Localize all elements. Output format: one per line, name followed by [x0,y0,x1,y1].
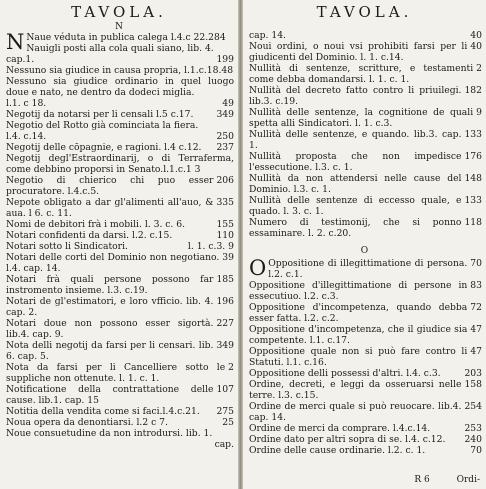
index-entry [249,217,482,239]
page-reference: 49 [222,98,234,109]
entry-text: Nessuno sia giudice in causa propria, l.1.c.18.48 [6,65,234,76]
index-entry [6,230,234,241]
entry-text: Ordine delle cause ordinarie. l.2. c. 1. [249,445,426,456]
page-reference: 47 [470,346,482,357]
index-entry [6,296,234,318]
page-reference: 25 [222,417,234,428]
entry-text: Nullità delle sentenze, la cognitione de quali spetta alli Sindicatori. l. 1. c.3. [249,107,474,129]
page-reference: cap. [214,439,234,450]
entry-text: Naue véduta in publica calega l.4.c 22.284 [26,32,226,43]
entry-text: Nomi de debitori frà i mobili. l. 3. c. 6. [6,219,186,230]
page-reference: 182 [464,85,482,96]
page-reference: 254 [464,401,482,412]
page-reference: 176 [464,151,482,162]
entry-text: Negotio di chierico chi puo esser procuratore. l.4.c.5. [6,175,214,197]
index-entry [249,445,482,456]
section-letter: N [115,22,123,32]
index-entry [6,252,234,274]
index-entry [6,241,234,252]
entry-text: Nullità del decreto fatto contro li priuilegi. lib.3. c.19. [249,85,462,107]
page-reference: 40 [470,41,482,52]
entry-text: Notari delle corti del Dominio non negotiano. l.4. cap. 14. [6,252,220,274]
page-footer [390,475,480,485]
index-entry [249,151,482,173]
index-entry [249,302,482,324]
signature-mark: R 6 [414,475,430,485]
index-entry [6,142,234,153]
page-reference: 158 [464,379,482,390]
entry-text: Noua opera da denontiarsi. l.2 c 7. [6,417,168,428]
page-reference: 118 [464,217,482,228]
index-entry [6,318,234,340]
page-reference: 240 [464,434,482,445]
index-entry [6,54,234,65]
page-reference: 335 [216,197,234,208]
page-reference: 148 [464,173,482,184]
index-entry [6,219,234,230]
entry-text: Oppositione d'incompetenza, quando debba esser fatta. l.2. c.2. [249,302,468,324]
page-reference: l. 1. c.3. 9 [187,241,234,252]
index-entry [249,258,482,280]
entry-text: Nullità proposta che non impedisce l'essecutione. l.3. c. 1. [249,151,462,173]
drop-cap: O [249,256,267,280]
page-reference: 349 [216,340,234,351]
index-entry [249,107,482,129]
index-entry [6,76,234,98]
index-entries [6,32,234,450]
page-reference: 203 [464,368,482,379]
entry-text: Nota delli negotij da farsi per li censari. lib. 6. cap. 5. [6,340,214,362]
page-reference: 206 [216,175,234,186]
index-entry [6,417,234,428]
index-entry [249,30,482,41]
entry-text: Ordine de merci da comprare. l.4.c.14. [249,423,431,434]
page-reference: 9 [476,107,482,118]
entry-text: Nessuno sia giudice ordinario in quel luogo doue e nato, ne dentro da dodeci miglia. [6,76,234,98]
entry-text: Nullità delle sentenze, e quando. lib.3. cap. 1. [249,129,462,151]
index-entry [6,274,234,296]
index-entry [6,109,234,120]
entry-text: Nullità di sentenze, scritture, e testamenti come debba domandarsi. l. 1. c. 1. [249,63,474,85]
entry-text: Negotij da notarsi per li censali l.5 c.17. [6,109,194,120]
index-entry [6,98,234,109]
page-reference: 227 [216,318,234,329]
index-entry [6,131,234,142]
left-page [0,0,238,489]
index-entry [6,43,234,54]
entry-text: Ordine de merci quale si può reuocare. lib.4. cap. 14. [249,401,462,423]
entry-text: Ordine, decreti, e leggi da osseruarsi nelle terre. l.3. c.15. [249,379,462,401]
entry-text: Noue consuetudine da non introdursi. lib. 1. [6,428,213,439]
entry-text: Notitia della vendita come si faci.l.4.c.21. [6,406,200,417]
page-reference: 70 [470,445,482,456]
page-reference: 83 [470,280,482,291]
page-reference: 133 [464,129,482,140]
drop-cap: N [6,30,25,54]
right-page [243,0,486,489]
entry-text: Oppositione quale non si può fare contro li Statuti. l.1. c.16. [249,346,468,368]
index-entry [249,41,482,63]
index-entry [249,324,482,346]
page-reference: 199 [216,54,234,65]
entry-text: Numero di testimonij, che si ponno essaminare. l. 2. c.20. [249,217,462,239]
section-letter: O [360,246,369,256]
catchword: Ordi- [456,475,480,485]
page-reference: 2 [476,63,482,74]
entry-text: Oppositione delli possessi d'altri. l.4. c.3. [249,368,441,379]
index-entry [6,428,234,439]
entry-text: l.4. c.14. [6,131,47,142]
page-reference: 155 [216,219,234,230]
index-entry [6,340,234,362]
entry-text: l.1. c 18. [6,98,47,109]
index-entries-o [249,258,482,456]
page-reference: 47 [470,324,482,335]
entry-text: Oppositione d'incompetenza, che il giudice sia competente. l.1. c.17. [249,324,468,346]
page-reference: 185 [216,274,234,285]
page-reference: 250 [216,131,234,142]
entry-text: Negotio del Rotto già cominciata la fiera. [6,120,199,131]
entry-text: Notificatione della contrattatione delle cause. lib.1. cap. 15 [6,384,214,406]
entry-text: cap.1. [6,54,35,65]
index-entry [6,362,234,384]
index-entry [249,346,482,368]
index-entry [249,401,482,423]
page-reference: 40 [470,30,482,41]
page-reference: 39 [222,252,234,263]
page-reference: 110 [216,230,234,241]
page-reference: 196 [216,296,234,307]
page-reference: 72 [470,302,482,313]
page-reference: 2 [228,362,234,373]
index-entry [6,406,234,417]
entry-text: Ordine dato per altri sopra di se. l.4. c.12. [249,434,446,445]
index-entry [6,153,234,175]
index-entry [249,129,482,151]
index-entry [6,120,234,131]
index-entry [6,384,234,406]
page-reference: 253 [464,423,482,434]
index-entry [249,434,482,445]
entry-text: Oppositione d'illegittimatione di persone in essecutiuo. l.2. c.3. [249,280,468,302]
entry-text: Nauigli posti alla cola quali siano, lib. 4. [26,43,214,54]
page-header: TAVOLA. [71,3,167,21]
index-entry [6,197,234,219]
index-entry [249,280,482,302]
entry-text: Negotij degl'Estraordinarij, o di Terraferma, come debbino proporsi in Senato.l.1.c.1 3 [6,153,234,175]
page-reference: 107 [216,384,234,395]
index-entry [249,368,482,379]
entry-text: Oppositione di illegittimatione di persona. l.2. c.1. [268,258,468,280]
index-entry [6,175,234,197]
index-entry [249,85,482,107]
index-entry [6,65,234,76]
index-entry [249,423,482,434]
entry-text: Nullità da non attendersi nelle cause del Dominio. l.3. c. 1. [249,173,462,195]
entry-text: Nullità delle sentenze di eccesso quale, e quado. l. 3. c. 1. [249,195,462,217]
page-reference: 70 [470,258,482,269]
entry-text: Negotij delle cōpagnie, e ragioni. l.4 c.12. [6,142,202,153]
index-entry [249,379,482,401]
page-reference: 349 [216,109,234,120]
entry-text: cap. 14. [249,30,286,41]
page-reference: 133 [464,195,482,206]
index-entries-n [249,30,482,239]
entry-text: Notari confidenti da darsi. l.2. c.15. [6,230,173,241]
entry-text: Noui ordini, o noui vsi prohibiti farsi per li giudicenti del Dominio. l. 1. c.14. [249,41,468,63]
page-reference: 275 [216,406,234,417]
entry-text: Nota da farsi per li Cancelliere sotto le suppliche non ottenute. l. 1. c. 1. [6,362,226,384]
page-reference: 237 [216,142,234,153]
index-entry [249,195,482,217]
index-entry [249,63,482,85]
entry-text: Notari de gl'estimatori, e loro vfficio. lib. 4. cap. 2. [6,296,214,318]
entry-text: Nepote obligato a dar gl'alimenti all'auo, & aua. l 6. c. 11. [6,197,214,219]
index-entry [249,173,482,195]
entry-text: Notari sotto li Sindicatori. [6,241,128,252]
entry-text: Notari frà quali persone possono far instromento insieme. l.3. c.19. [6,274,214,296]
page-header: TAVOLA. [316,3,413,21]
entry-text: Notari doue non possono esser sigortà. lib.4. cap. 9. [6,318,214,340]
